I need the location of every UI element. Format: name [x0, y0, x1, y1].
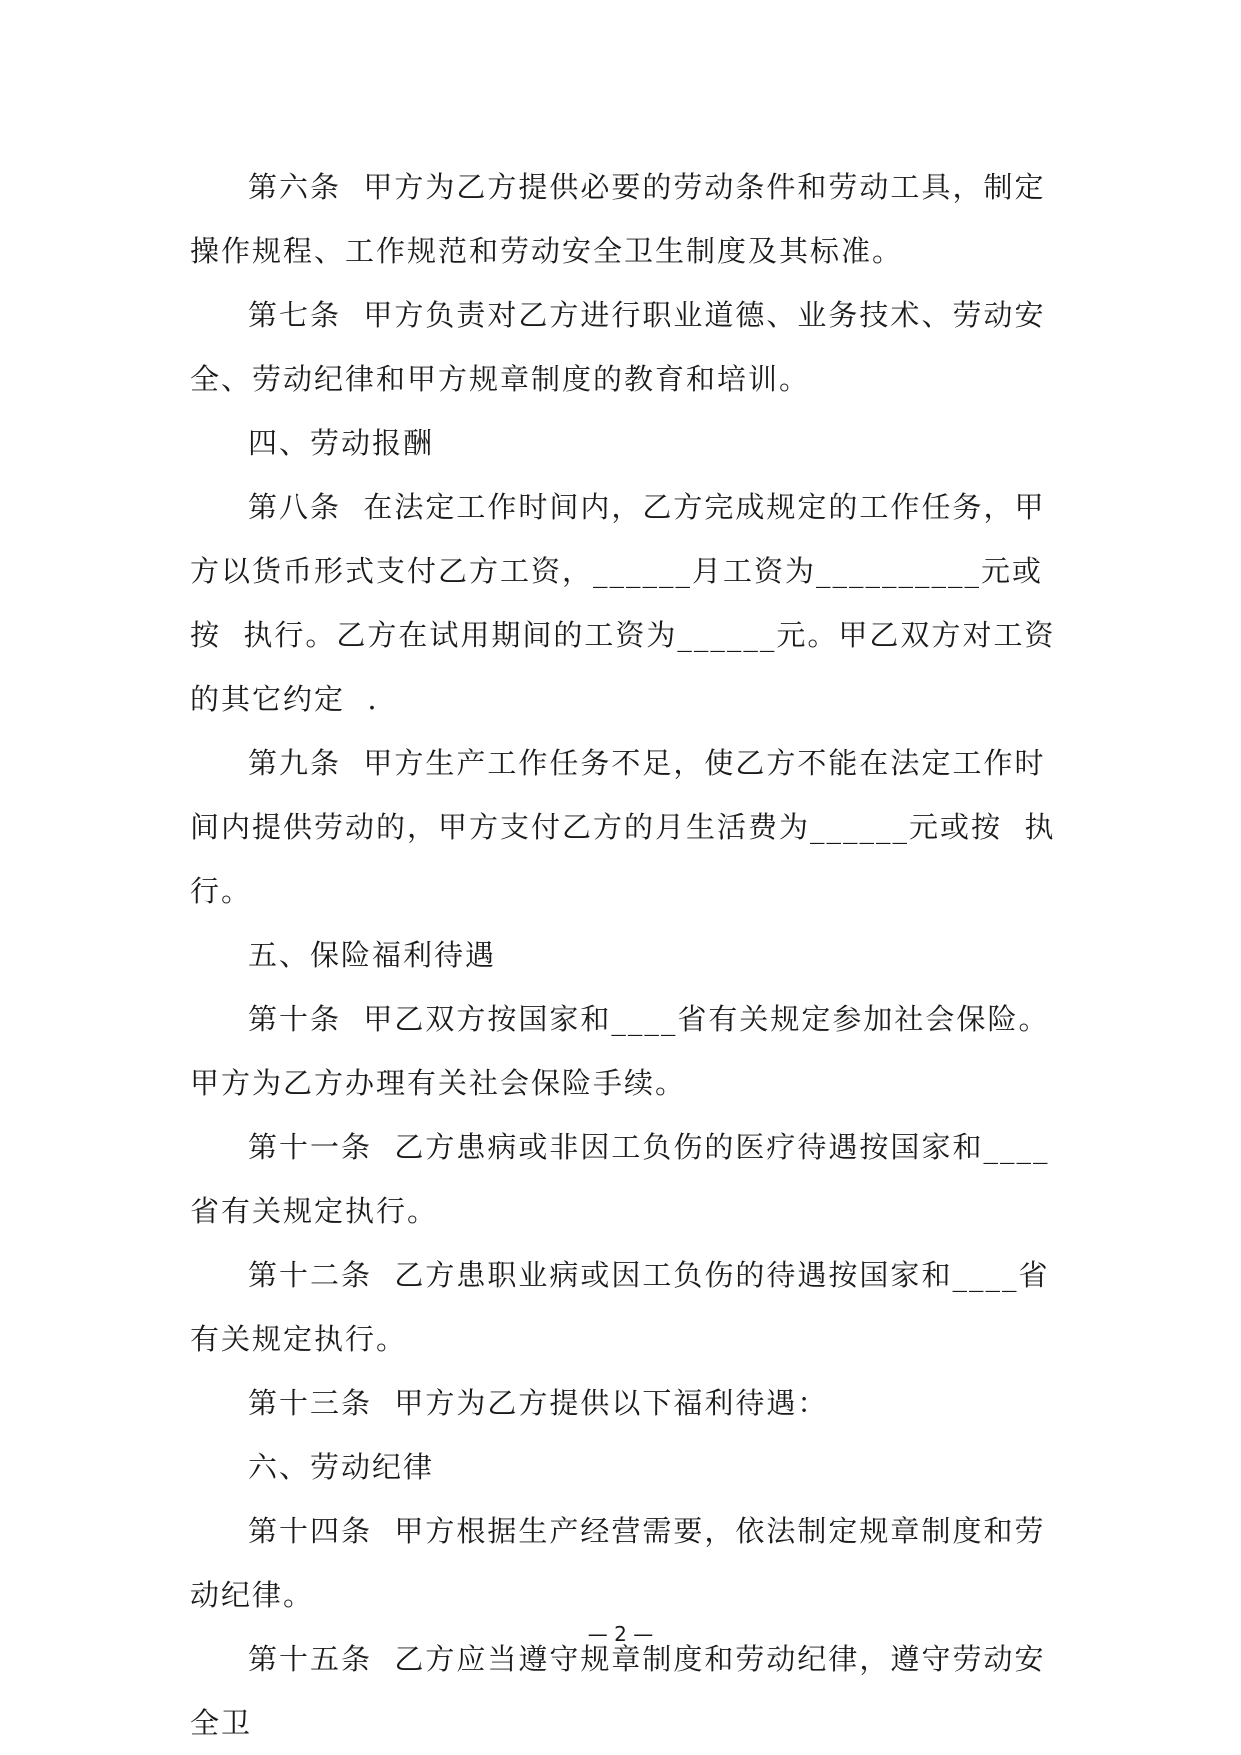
page-number: — 2 — — [587, 1622, 654, 1646]
article-8: 第八条 在法定工作时间内，乙方完成规定的工作任务，甲方以货币形式支付乙方工资，______月工资为__________元或按 执行。乙方在试用期间的工资为______元。甲乙双方对工资的其它约定 . — [190, 490, 1056, 716]
article-10: 第十条 甲乙双方按国家和____省有关规定参加社会保险。甲方为乙方办理有关社会保险手续。 — [190, 1002, 1050, 1100]
article-6: 第六条 甲方为乙方提供必要的劳动条件和劳动工具，制定操作规程、工作规范和劳动安全卫生制度及其标准。 — [190, 170, 1046, 268]
article-12: 第十二条 乙方患职业病或因工负伤的待遇按国家和____省有关规定执行。 — [190, 1258, 1050, 1356]
document-body — [190, 155, 1056, 1755]
article-14: 第十四条 甲方根据生产经营需要，依法制定规章制度和劳动纪律。 — [190, 1514, 1046, 1612]
article-15: 第十五条 乙方应当遵守规章制度和劳动纪律，遵守劳动安全卫 — [190, 1642, 1046, 1740]
section-heading-discipline: 六、劳动纪律 — [248, 1450, 435, 1484]
article-9: 第九条 甲方生产工作任务不足，使乙方不能在法定工作时间内提供劳动的，甲方支付乙方的月生活费为______元或按 执行。 — [190, 746, 1056, 908]
section-heading-remuneration: 四、劳动报酬 — [248, 426, 435, 460]
article-7: 第七条 甲方负责对乙方进行职业道德、业务技术、劳动安全、劳动纪律和甲方规章制度的教育和培训。 — [190, 298, 1046, 396]
section-heading-insurance: 五、保险福利待遇 — [248, 938, 497, 972]
article-13: 第十三条 甲方为乙方提供以下福利待遇： — [248, 1386, 829, 1420]
article-11: 第十一条 乙方患病或非因工负伤的医疗待遇按国家和____省有关规定执行。 — [190, 1130, 1050, 1228]
